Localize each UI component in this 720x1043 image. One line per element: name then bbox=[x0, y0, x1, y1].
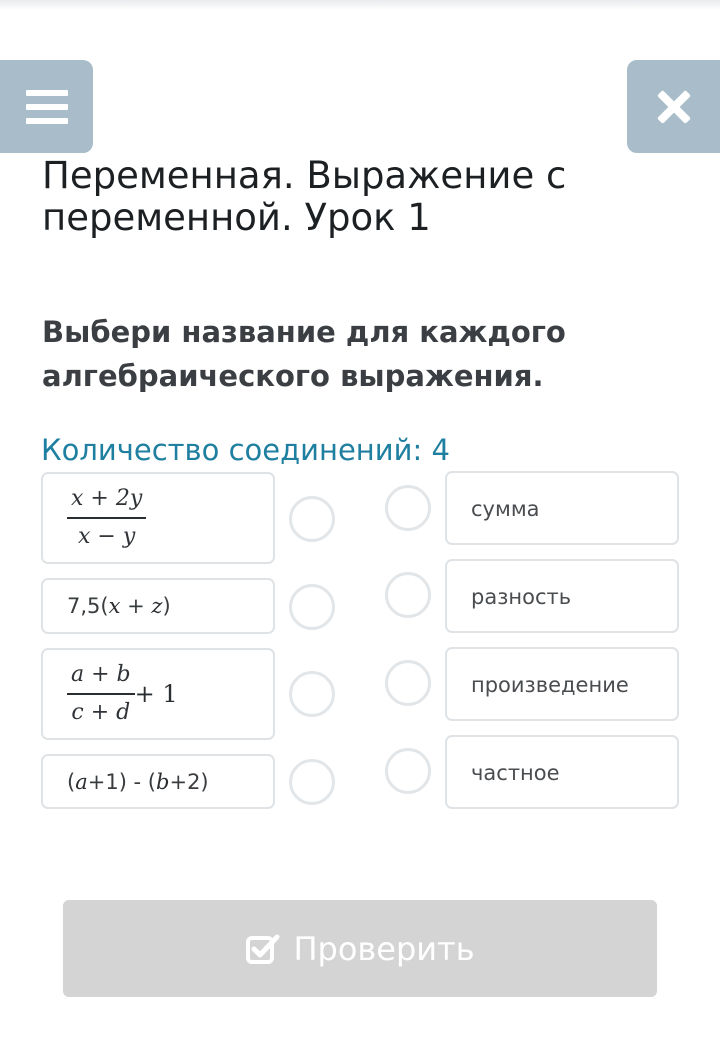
expression-variable: z bbox=[151, 594, 163, 618]
close-icon bbox=[656, 89, 692, 125]
expression-variable: x bbox=[108, 594, 121, 618]
top-bar-shadow bbox=[0, 0, 720, 10]
option-card-product[interactable] bbox=[445, 647, 679, 721]
expression-card-4[interactable] bbox=[41, 754, 275, 809]
option-label: частное bbox=[471, 761, 560, 785]
expression-card-2[interactable] bbox=[41, 578, 275, 634]
fraction-expression bbox=[67, 485, 146, 551]
fraction-denominator: x − y bbox=[78, 524, 136, 549]
fraction-bar bbox=[67, 517, 146, 519]
right-connector-3[interactable] bbox=[385, 660, 431, 706]
expression-tail: + 1 bbox=[134, 680, 178, 708]
fraction-bar bbox=[67, 693, 135, 695]
right-connector-2[interactable] bbox=[385, 572, 431, 618]
expression-text bbox=[67, 770, 209, 794]
close-button[interactable] bbox=[627, 60, 720, 153]
fraction-numerator: x + 2y bbox=[71, 486, 143, 511]
check-button-label: Проверить bbox=[293, 929, 475, 968]
task-instruction bbox=[42, 310, 682, 398]
expression-part: 7,5( bbox=[67, 594, 109, 618]
expression-variable: a bbox=[75, 769, 88, 794]
left-connector-3[interactable] bbox=[289, 671, 335, 717]
check-button[interactable] bbox=[63, 900, 657, 997]
expression-card-3[interactable] bbox=[41, 648, 275, 740]
left-connector-4[interactable] bbox=[289, 759, 335, 805]
fraction-expression bbox=[67, 661, 135, 727]
option-label: произведение bbox=[471, 673, 629, 697]
option-label: разность bbox=[471, 585, 572, 609]
expression-part: ) bbox=[162, 594, 171, 618]
expression-part: +1) - ( bbox=[87, 769, 157, 794]
right-connector-4[interactable] bbox=[385, 748, 431, 794]
fraction-numerator: a + b bbox=[71, 662, 131, 687]
left-connector-2[interactable] bbox=[289, 584, 335, 630]
fraction-denominator: c + d bbox=[71, 700, 131, 725]
right-connector-1[interactable] bbox=[385, 485, 431, 531]
expression-part: ( bbox=[67, 769, 76, 794]
left-connector-1[interactable] bbox=[289, 496, 335, 542]
task-instruction-line1: Выбери название для каждого bbox=[42, 315, 566, 349]
option-card-difference[interactable] bbox=[445, 559, 679, 633]
lesson-title bbox=[42, 155, 642, 239]
option-card-quotient[interactable] bbox=[445, 735, 679, 809]
task-instruction-line2: алгебраического выражения. bbox=[42, 359, 544, 393]
expression-variable: b bbox=[156, 769, 170, 794]
expression-part: + bbox=[120, 594, 152, 618]
checkbox-check-icon bbox=[245, 932, 281, 966]
expression-card-1[interactable] bbox=[41, 472, 275, 564]
option-card-sum[interactable] bbox=[445, 471, 679, 545]
connections-count: Количество соединений: 4 bbox=[41, 433, 450, 467]
hamburger-menu-icon bbox=[26, 90, 68, 124]
expression-part: +2) bbox=[169, 769, 209, 794]
lesson-title-line1: Переменная. Выражение с bbox=[42, 154, 567, 197]
menu-button[interactable] bbox=[0, 60, 93, 153]
lesson-title-line2: переменной. Урок 1 bbox=[42, 196, 431, 239]
option-label: сумма bbox=[471, 497, 540, 521]
expression-text bbox=[67, 594, 171, 618]
